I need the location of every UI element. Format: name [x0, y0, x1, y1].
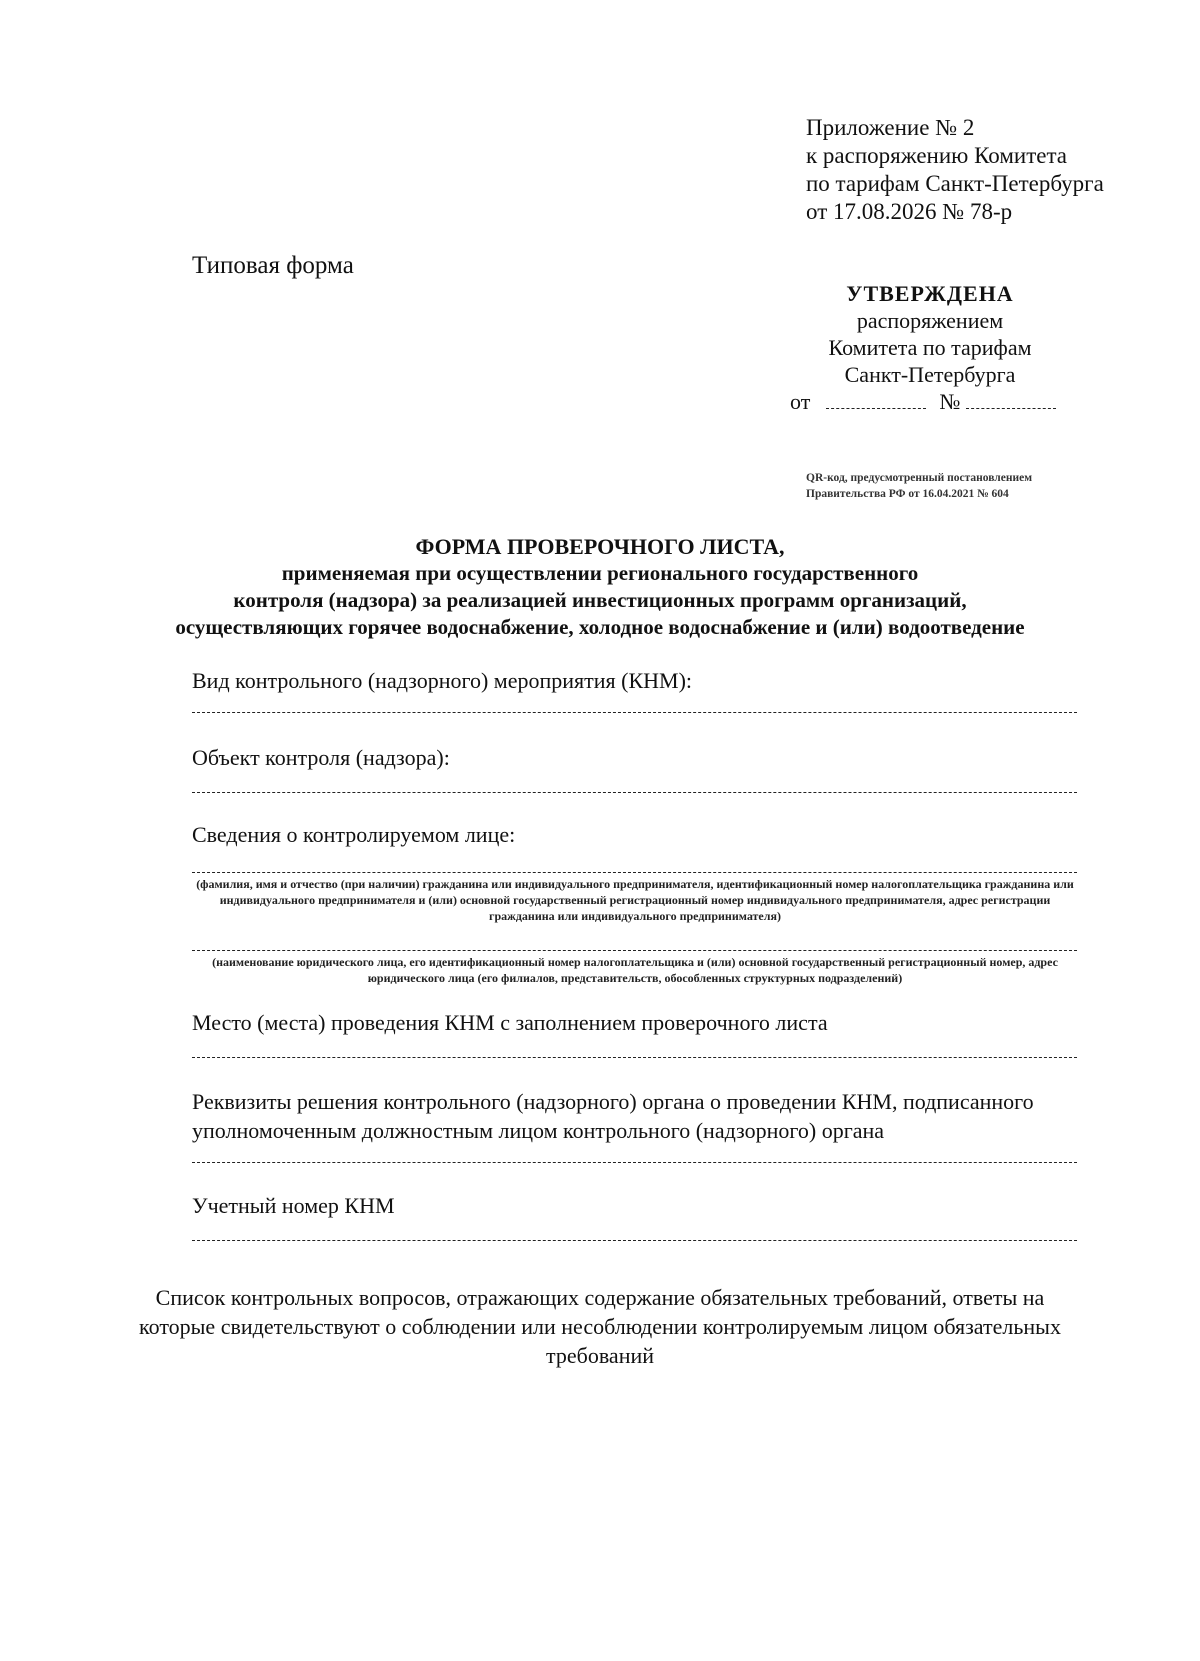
field-person-line-1[interactable]	[192, 872, 1077, 873]
appendix-line-2: к распоряжению Комитета	[806, 143, 1067, 168]
approved-line-1: распоряжением	[856, 308, 1004, 333]
field-decision-line[interactable]	[192, 1162, 1077, 1163]
field-kind-line[interactable]	[192, 712, 1077, 713]
field-person-label: Сведения о контролируемом лице:	[192, 822, 516, 847]
approved-number-blank[interactable]	[966, 390, 1056, 409]
field-object-label: Объект контроля (надзора):	[192, 745, 450, 770]
appendix-line-1: Приложение № 2	[806, 115, 975, 140]
form-title-line-3: контроля (надзора) за реализацией инвестиционных программ организаций,	[233, 588, 967, 612]
field-person-note-1: (фамилия, имя и отчество (при наличии) гражданина или индивидуального предпринимателя, идентификационный номер налогоплательщика гражданина или индивидуального предпринимателя и (или) основной государственный регистрационный номер индивидуального предпринимателя, адрес регистрации гражданина или индивидуального предпринимателя)	[196, 877, 1074, 923]
field-person-note-2: (наименование юридического лица, его идентификационный номер налогоплательщика и (или) основной государственный регистрационный номер, адрес юридического лица (его филиалов, представительств, обособленных структурных подразделений)	[212, 955, 1058, 985]
control-questions-heading: Список контрольных вопросов, отражающих содержание обязательных требований, ответы на которые свидетельствуют о соблюдении или несоблюдении контролируемым лицом обязательных требований	[139, 1285, 1061, 1368]
appendix-line-3: по тарифам Санкт-Петербурга	[806, 171, 1104, 196]
field-place-label: Место (места) проведения КНМ с заполнением проверочного листа	[192, 1010, 828, 1035]
field-account-label: Учетный номер КНМ	[192, 1193, 395, 1218]
field-decision-label: Реквизиты решения контрольного (надзорного) органа о проведении КНМ, подписанного уполномоченным должностным лицом контрольного (надзорного) органа	[192, 1089, 1034, 1143]
field-account-line[interactable]	[192, 1240, 1077, 1241]
approved-line-2: Комитета по тарифам	[828, 335, 1032, 360]
approved-from-label: от	[790, 389, 811, 414]
qr-note-line-1: QR-код, предусмотренный постановлением	[806, 472, 1033, 484]
qr-note	[806, 470, 1032, 502]
approved-number-label: №	[939, 389, 961, 414]
field-object-line[interactable]	[192, 792, 1077, 793]
form-title	[100, 533, 1100, 641]
approved-line-3: Санкт-Петербурга	[844, 362, 1016, 387]
field-place-line[interactable]	[192, 1057, 1077, 1058]
form-title-line-4: осуществляющих горячее водоснабжение, холодное водоснабжение и (или) водоотведение	[175, 615, 1025, 639]
typical-form-label: Типовая форма	[192, 252, 354, 279]
field-kind-label: Вид контрольного (надзорного) мероприятия (КНМ):	[192, 668, 693, 693]
approved-date-number-line	[790, 388, 1070, 416]
qr-note-line-2: Правительства РФ от 16.04.2021 № 604	[806, 488, 1009, 500]
approved-block	[790, 280, 1070, 416]
appendix-line-4: от 17.08.2026 № 78-р	[806, 199, 1013, 224]
approved-title: УТВЕРЖДЕНА	[846, 281, 1014, 306]
field-person-line-2[interactable]	[192, 950, 1077, 951]
form-title-line-2: применяемая при осуществлении регионального государственного	[281, 561, 919, 585]
approved-date-blank[interactable]	[826, 390, 926, 409]
appendix-block	[806, 114, 1104, 226]
form-title-line-1: ФОРМА ПРОВЕРОЧНОГО ЛИСТА,	[415, 534, 785, 559]
